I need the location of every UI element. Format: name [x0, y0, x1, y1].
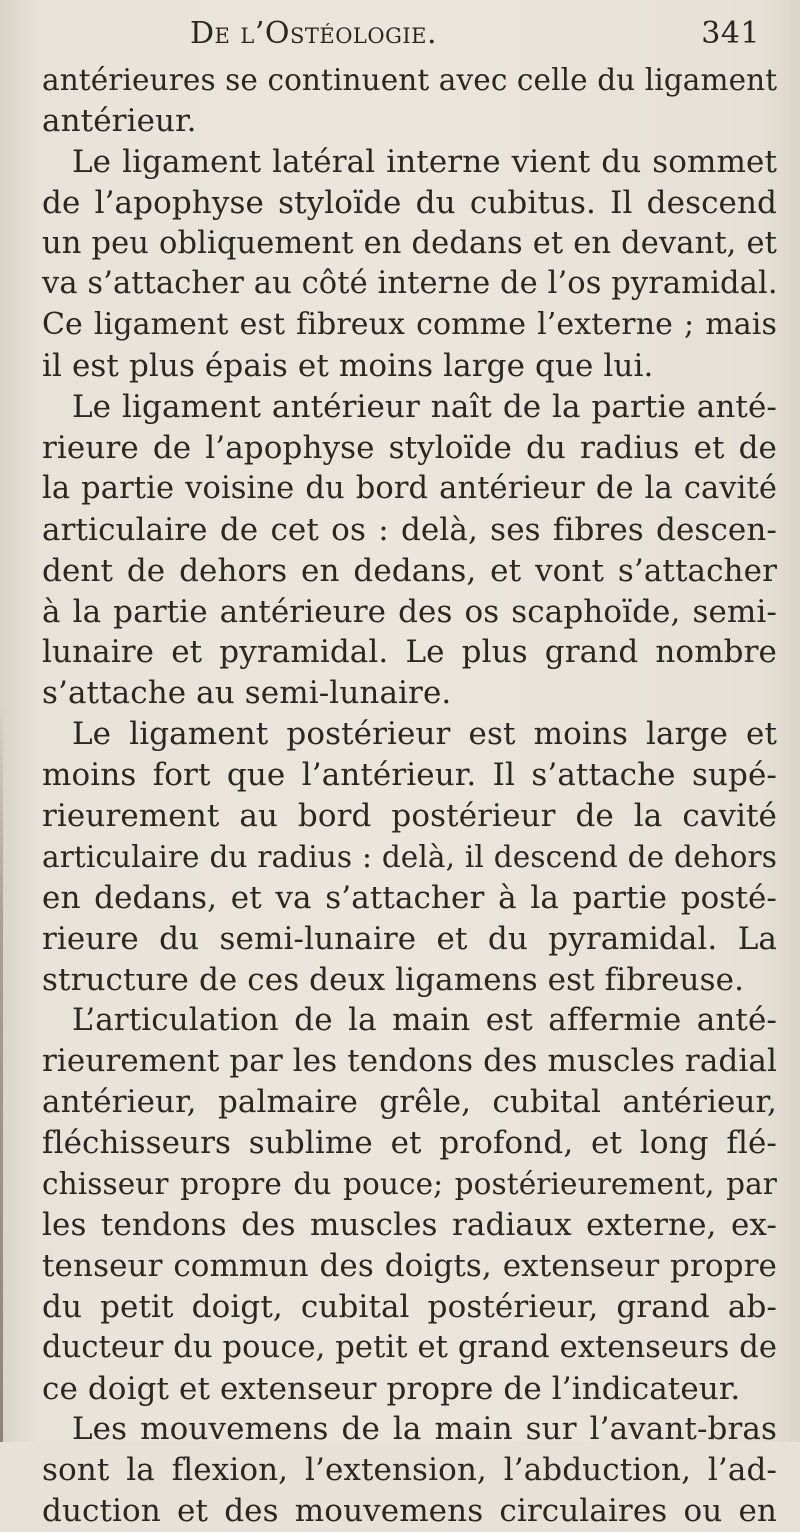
paragraph-start-line: Les mouvemens de la main sur l’avant-bras [72, 1411, 777, 1448]
text-line: lunaire et pyramidal. Le plus grand nombre [42, 634, 777, 671]
text-line: les tendons des muscles radiaux externe, ex- [42, 1206, 777, 1243]
text-line: il est plus épais et moins large que lui. [42, 348, 654, 385]
text-line: duction et des mouvemens circulaires ou en [42, 1493, 777, 1530]
text-line: rieure du semi-lunaire et du pyramidal. La [42, 920, 777, 957]
text-line: sont la flexion, l’extension, l’abduction, l’ad- [42, 1452, 777, 1489]
binding-shadow [0, 700, 3, 1442]
paragraph-start-line: Le ligament postérieur est moins large et [72, 716, 777, 753]
text-line: rieurement au bord postérieur de la cavité [42, 798, 777, 835]
text-line: à la partie antérieure des os scaphoïde, semi- [42, 593, 777, 630]
text-line: antérieur. [42, 102, 197, 139]
text-line: moins fort que l’antérieur. Il s’attache supé- [42, 757, 777, 794]
paragraph-start-line: Le ligament antérieur naît de la partie anté- [72, 389, 777, 426]
text-line: antérieures se continuent avec celle du ligament [42, 63, 778, 97]
text-line: la partie voisine du bord antérieur de la cavité [42, 470, 777, 506]
text-line: ce doigt et extenseur propre de l’indicateur. [42, 1370, 741, 1407]
text-line: ducteur du pouce, petit et grand extenseurs de [42, 1329, 777, 1365]
text-line: chisseur propre du pouce; postérieurement, par [42, 1167, 777, 1202]
text-line: tenseur commun des doigts, extenseur propre [42, 1247, 777, 1284]
text-line: va s’attacher au côté interne de l’os pyramidal. [42, 266, 778, 302]
paragraph-start-line: Le ligament latéral interne vient du sommet [72, 143, 777, 180]
text-line: articulaire du radius : delà, il descend de dehors [42, 839, 777, 874]
page-number: 341 [701, 16, 760, 51]
text-line: antérieur, palmaire grêle, cubital antérieur, [42, 1084, 777, 1121]
text-line: articulaire de cet os : delà, ses fibres descen- [42, 511, 777, 548]
running-head [190, 8, 760, 60]
text-line: dent de dehors en dedans, et vont s’attacher [42, 552, 777, 589]
text-line: du petit doigt, cubital postérieur, grand ab- [42, 1288, 777, 1325]
text-line: un peu obliquement en dedans et en devant, et [42, 225, 777, 261]
text-line: fléchisseurs sublime et profond, et long flé- [42, 1125, 777, 1162]
text-line: rieure de l’apophyse styloïde du radius et de [42, 430, 777, 467]
text-line: structure de ces deux ligamens est fibreuse. [42, 961, 745, 998]
text-line: de l’apophyse styloïde du cubitus. Il descend [42, 184, 777, 221]
running-title: De l’Ostéologie. [190, 16, 438, 51]
text-line: s’attache au semi-lunaire. [42, 675, 452, 712]
text-line: Ce ligament est fibreux comme l’externe ; mais [42, 307, 777, 343]
text-line: rieurement par les tendons des muscles radial [42, 1043, 777, 1080]
paragraph-start-line: L’articulation de la main est affermie anté- [72, 1002, 777, 1039]
text-line: en dedans, et va s’attacher à la partie posté- [42, 879, 777, 916]
body-text [42, 60, 777, 1532]
